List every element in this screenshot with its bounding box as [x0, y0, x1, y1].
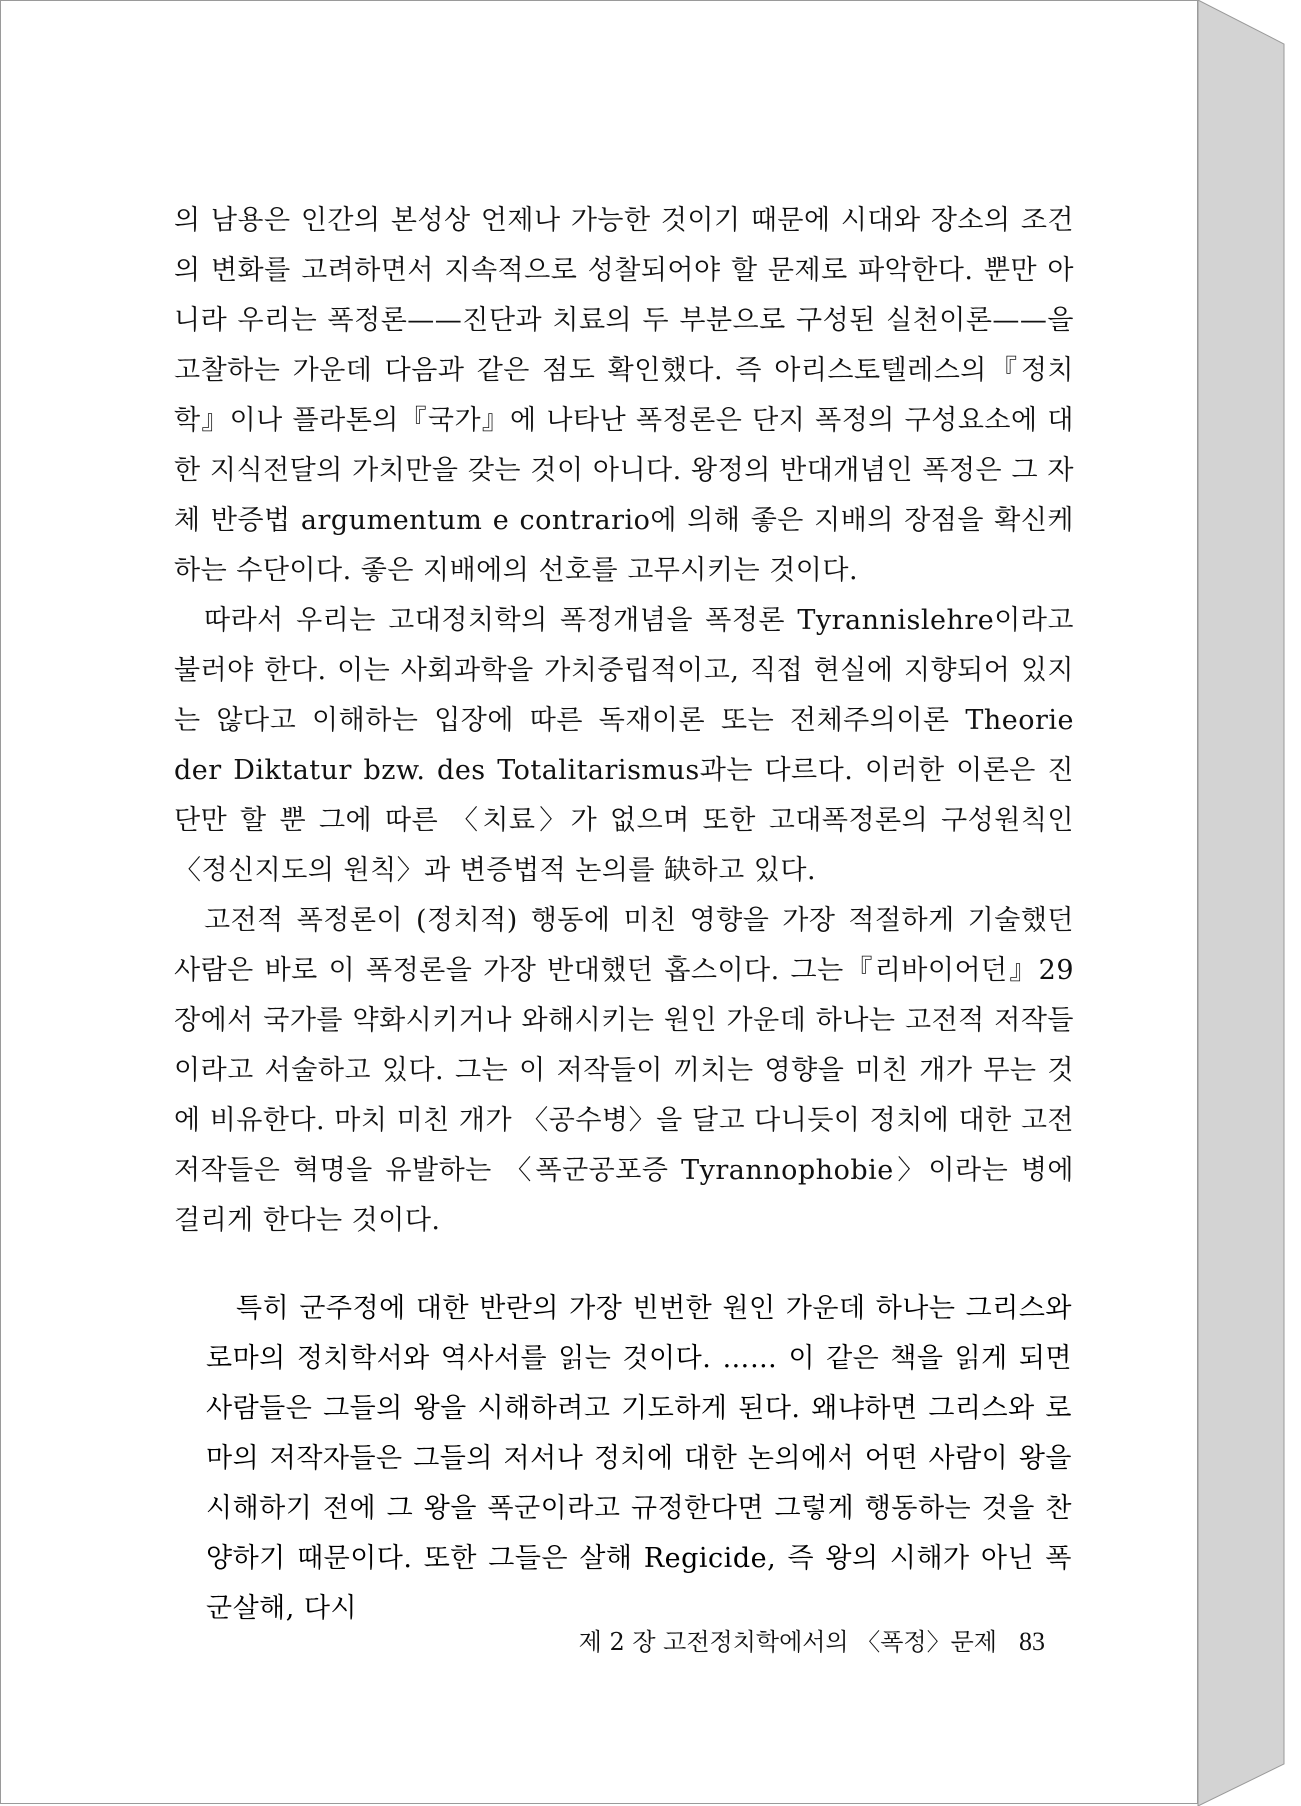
- body-text: [174, 196, 1074, 1246]
- paragraph-2: 따라서 우리는 고대정치학의 폭정개념을 폭정론 Tyrannislehre이라고 불러야 한다. 이는 사회과학을 가치중립적이고, 직접 현실에 지향되어 있지는 않다고 이해하는 입장에 따른 독재이론 또는 전체주의이론 Theorie der Diktatur bzw. des Totalitarismus과는 다르다. 이러한 이론은 진단만 할 뿐 그에 따른 〈치료〉가 없으며 또한 고대폭정론의 구성원칙인 〈정신지도의 원칙〉과 변증법적 논의를 缺하고 있다.: [174, 605, 1074, 886]
- page-footer: [579, 1622, 1045, 1657]
- page-number: 83: [1019, 1627, 1045, 1656]
- quote-text: 특히 군주정에 대한 반란의 가장 빈번한 원인 가운데 하나는 그리스와 로마의 정치학서와 역사서를 읽는 것이다. …… 이 같은 책을 읽게 되면 사람들은 그들의 왕을 시해하려고 기도하게 된다. 왜냐하면 그리스와 로마의 저작자들은 그들의 저서나 정치에 대한 논의에서 어떤 사람이 왕을 시해하기 전에 그 왕을 폭군이라고 규정한다면 그렇게 행동하는 것을 찬양하기 때문이다. 또한 그들은 살해 Regicide, 즉 왕의 시해가 아닌 폭군살해, 다시: [206, 1293, 1072, 1624]
- chapter-title: 제 2 장 고전정치학에서의 〈폭정〉문제: [578, 1628, 997, 1656]
- paragraph-1: 의 남용은 인간의 본성상 언제나 가능한 것이기 때문에 시대와 장소의 조건의 변화를 고려하면서 지속적으로 성찰되어야 할 문제로 파악한다. 뿐만 아니라 우리는 폭정론——진단과 치료의 두 부분으로 구성된 실천이론——을 고찰하는 가운데 다음과 같은 점도 확인했다. 즉 아리스토텔레스의『정치학』이나 플라톤의『국가』에 나타난 폭정론은 단지 폭정의 구성요소에 대한 지식전달의 가치만을 갖는 것이 아니다. 왕정의 반대개념인 폭정은 그 자체 반증법 argumentum e contrario에 의해 좋은 지배의 장점을 확신케 하는 수단이다. 좋은 지배에의 선호를 고무시키는 것이다.: [174, 205, 1074, 586]
- paragraph-3: 고전적 폭정론이 (정치적) 행동에 미친 영향을 가장 적절하게 기술했던 사람은 바로 이 폭정론을 가장 반대했던 홉스이다. 그는『리바이어던』29장에서 국가를 약화시키거나 와해시키는 원인 가운데 하나는 고전적 저작들이라고 서술하고 있다. 그는 이 저작들이 끼치는 영향을 미친 개가 무는 것에 비유한다. 마치 미친 개가 〈공수병〉을 달고 다니듯이 정치에 대한 고전저작들은 혁명을 유발하는 〈폭군공포증 Tyrannophobie〉이라는 병에 걸리게 한다는 것이다.: [174, 905, 1074, 1236]
- block-quote: [206, 1284, 1072, 1634]
